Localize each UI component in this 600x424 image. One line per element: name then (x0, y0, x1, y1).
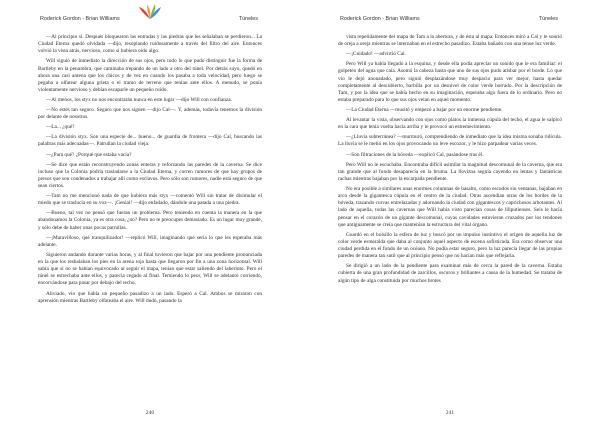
right-page-body (338, 34, 562, 402)
paragraph: vista repetidamente del mapa de Tam a la abertura, y de ésta al mapa. Entonces miró a Cal y le sonrió de oreja a oreja mientras se internaban en el estrecho pasadizo. Estaba bañado con una tenue luz verde. (338, 34, 562, 48)
paragraph: Will siguió de inmediato la dirección de sus ojos, pero todo lo que pudo distinguir fue la forma de Bartleby en la penumbra, que caminaba trepando de un lado a otro del túnel. Por detrás suyo, quedó en ahora una casi antena que los chicos y de vez en cuando los pasaba a toda velocidad, pero luego se pegaba a olfatear alguna grieta o el tramo de terreno que tenían ante ellos. A menudo, se ponía violentamente nervioso y debían escaparle un pequeño ruido. (38, 58, 262, 93)
paragraph: Al levantar la vista, observando con ojos como platos la inmensa cúpula del techo, el agua le salpicó en la cara que tenía vuelta hacia arriba y le provocó un estremecimiento. (338, 117, 562, 131)
paragraph: Siguieron andando durante varias horas, y al final tuvieron que bajar por una pendiente pronunciada en la que los resbalaban los pies en la arena roja hasta que llegaron por fin a una zona horizontal. Will sabía que si no se habían equivocado al seguir el mapa, tenían que estar saliendo del laberinto. Pero el túnel se estrechaba ante ellos, y parecía cegado al final. Temiendo lo peor, Will se adelantó corriendo, encorvándose para pasar por debajo del techo. (38, 251, 262, 287)
paragraph: —¡Cuidado! —advirtió Cal. (346, 51, 406, 58)
paragraph: —Al menos, los styx no nos encontrarán nunca en este lugar —dijo Will con confianza. (46, 97, 232, 104)
paragraph: —La Ciudad Eterna —musitó y empezó a bajar por un enorme pendiente. (346, 107, 503, 114)
paragraph: Pero Will ya había llegado a la esquina, y desde ella podía apreciar un sonido que le era familiar: el golpeteo del agua que caía. Asomó la cabeza hasta que uno de sus ojos pudo atisbar por el borde. Lo que vio le dejó anonadado, pero siguió desplazándose muy despacio para ver mejor, hasta quedar completamente al descubierto, barbilla por un desnivel de color verde borrado. Por la descripción de Tam, y por la idea que se había hecho en su imaginación, esperaba algo fuera de lo ordinario. Pero no estaba preparado para lo que sus ojos veían en aquel momento. (338, 61, 562, 104)
running-header-author: Roderick Gordon - Brian Williams (340, 16, 420, 22)
paragraph: —Son filtraciones de la bóveda —explicó Cal, pasándose tras él. (346, 151, 484, 158)
page-number: 241 (445, 410, 455, 416)
running-header-title: Túneles (238, 16, 258, 22)
paragraph: Pero Will no le escuchaba. Encontraba difícil asimilar la magnitud descomunal de la caverna, que era tan grande que al fondo desaparecía en la bruma. La llovizna seguía cayendo en lentas y fantásticas rachas mientras bajaban por la escarpada pendiente. (338, 161, 562, 182)
paragraph: No era posible a similares unas enormes columnas de basalto, como escudos sin ventanas, bajaban en arco desde la gigantesca cúpula en el centro de la ciudad. Otras ascendían otras de los bordes de la bóveda, trazando curvas entrelazadas y adornando la ciudad con gigantescos y caprichosos arbotantes. Al lado de aquella, todas las cavernas que Will había visto parecían cosas de liliputienses. Seis le hacía pensar en el corazón de un gigante descomunal, cuyas cavidades estuvieran cruzados por los tendones que antiguamente se creía que mantenían la estructura del vital órgano. (338, 185, 562, 228)
paragraph: —La... ¿qué? (46, 124, 75, 131)
right-page (300, 0, 600, 424)
paragraph: —¿Lluvia subterránea? —murmuró, comprendiendo de inmediato que la idea misma sonaba ridícula. La lluvia se le metió en los ojos provocando un leve escozor, y le hizo parpadear varias veces. (338, 134, 562, 148)
paragraph: Se dirigió a un lado de la pendiente para examinar más de cerca la pared de la caverna. Estaba cubierta de una gran profundidad de zarcillos, oscuros y brillantes a causa de la humedad. Se trataba de algún tipo de alga constituida por muchos brotes (338, 263, 562, 284)
left-page-body (38, 34, 262, 402)
paragraph: —Tam no me mencionó nada de que hubiera más styx —comentó Will sin tratar de disimular el miedo que se traslucía en su voz—. ¡Genial! —dijo enfadado, dándole una patada a una piedra. (38, 193, 262, 207)
paragraph: —Al principio sí. Después bloquearon las entradas y las piedras que les señalaban se perdieron... La Ciudad Eterna quedó olvidada —dijo, resoplando ruidosamente a través del filtro del aire. Entonces volvió la vista atrás, nervioso, como si hubiera oído algo. (38, 34, 262, 55)
running-header-author: Roderick Gordon - Brian Williams (40, 16, 120, 22)
paragraph: Guardó en el bolsillo la esfera de luz y buscó por un impulso instintivo el origen de aquella luz de color verde esmeralda que daba al conjunto aquel aspecto de escena sofisticada. Era como observar una ciudad perdida en el fondo de un océano. No podía estar seguro, pero la luz parecía llegar de las propias paredes de manera tan sutil que al principio pensó que no hacían más que reflejarla. (338, 231, 562, 260)
running-header-title: Túneles (538, 16, 558, 22)
paragraph: Aliviado, vio que había un pequeño pasadizo a un lado. Esperó a Cal. Ambos se miraron con aprensión mientras Bartleby olfateaba el aire. Will dudó, pasando la (38, 290, 262, 304)
page-number: 240 (145, 410, 155, 416)
paragraph: —La división styx. Son una especie de... bueno... de guardia de frontera —dijo Cal, buscando las palabras más adecuadas—. Patrullan la ciudad vieja. (38, 134, 262, 148)
paragraph: —No estés tan seguro. Seguro que nos siguen —dijo Cal—. Y, además, todavía tenemos la división por delante de nosotros. (38, 107, 262, 121)
publisher-logo (136, 3, 164, 21)
paragraph: —Bueno, tal vez no pensó que fueran un problema. Pero teniendo en cuenta la manera en la que abandonamos la Colonia, ya es otra cosa, ¿no? Pero no te preocupes demasiado. Es un lugar muy grande, y sólo debe de haber unas pocas patrullas. (38, 210, 262, 231)
paragraph: —¿Para qué? ¿Porqué que estaba vacía? (46, 151, 132, 158)
paragraph: —Se dice que están reconstruyendo zonas enteras y reforzando las paredes de la caverna. Se dice incluso que la Colonia podría trasladarse a la Ciudad Eterna, y corren rumores de que hay grupos de presos que son condenados a trabajar allí como esclavos. Pero sólo son rumores, nadie está seguro de que sean ciertos. (38, 161, 262, 190)
paragraph: —¡Maravilloso, qué tranquilizador! —replicó Will, imaginando qué sería lo que les esperaba más adelante. (38, 234, 262, 248)
